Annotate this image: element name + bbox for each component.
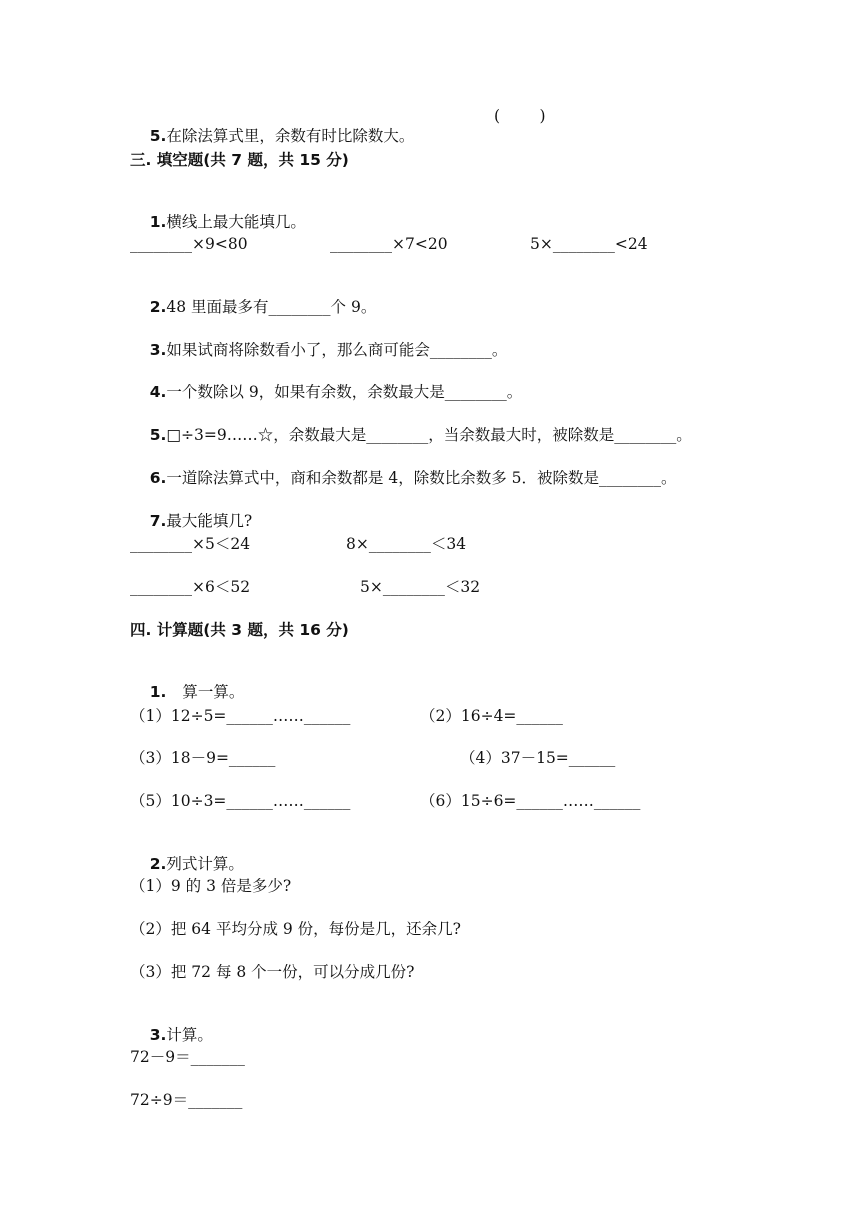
question-number: 3.	[149, 341, 167, 359]
question-text: 列式计算。	[166, 855, 244, 873]
calc-item: （6）15÷6=______……______	[420, 792, 641, 810]
question-number: 6.	[149, 469, 167, 487]
question-number: 1.	[149, 683, 167, 701]
question-number: 7.	[149, 512, 167, 530]
fill-item: 5×________<24	[530, 235, 648, 253]
calc-item: （3）把 72 每 8 个一份，可以分成几份?	[130, 963, 415, 981]
question-text: 在除法算式里，余数有时比除数大。	[166, 127, 415, 145]
question-number: 3.	[149, 1026, 167, 1044]
question-text: 计算。	[166, 1026, 213, 1044]
answer-parentheses: ( )	[494, 107, 546, 125]
question-text: □÷3=9……☆，余数最大是________，当余数最大时，被除数是________。	[166, 426, 692, 444]
question-text: 如果试商将除数看小了，那么商可能会________。	[166, 341, 508, 359]
calc-item: （2）把 64 平均分成 9 份，每份是几，还余几?	[130, 920, 461, 938]
question-text: 一个数除以 9，如果有余数，余数最大是________。	[166, 383, 523, 401]
fill-item: ________×7<20	[330, 235, 448, 253]
calc-item: （5）10÷3=______……______	[130, 792, 351, 810]
question-text: 算一算。	[182, 683, 245, 701]
fill-item: 8×________＜34	[346, 535, 467, 553]
section-heading-fill-blank: 三. 填空题(共 7 题，共 15 分)	[130, 151, 349, 169]
question-text: 最大能填几?	[166, 512, 253, 530]
question-number: 5.	[149, 127, 167, 145]
calc-item: （3）18－9=______	[130, 749, 276, 767]
fill-item: 5×________＜32	[360, 578, 481, 596]
question-text: 48 里面最多有________个 9。	[166, 298, 377, 316]
section-heading-calculation: 四. 计算题(共 3 题，共 16 分)	[130, 621, 349, 639]
calc-item: （4）37－15=______	[460, 749, 616, 767]
question-number: 4.	[149, 383, 167, 401]
calc-item: 72－9＝_______	[130, 1048, 245, 1066]
question-number: 2.	[149, 298, 167, 316]
fill-item: ________×6＜52	[130, 578, 251, 596]
calc-item: （1）12÷5=______……______	[130, 707, 351, 725]
calc-item: （1）9 的 3 倍是多少?	[130, 877, 292, 895]
question-text: 横线上最大能填几。	[166, 213, 306, 231]
question-number: 5.	[149, 426, 167, 444]
question-number: 2.	[149, 855, 167, 873]
question-text: 一道除法算式中，商和余数都是 4，除数比余数多 5．被除数是________。	[166, 469, 677, 487]
calc-item: （2）16÷4=______	[420, 707, 563, 725]
question-number: 1.	[149, 213, 167, 231]
calc-item: 72÷9＝_______	[130, 1091, 243, 1109]
fill-item: ________×9<80	[130, 235, 248, 253]
fill-item: ________×5＜24	[130, 535, 251, 553]
